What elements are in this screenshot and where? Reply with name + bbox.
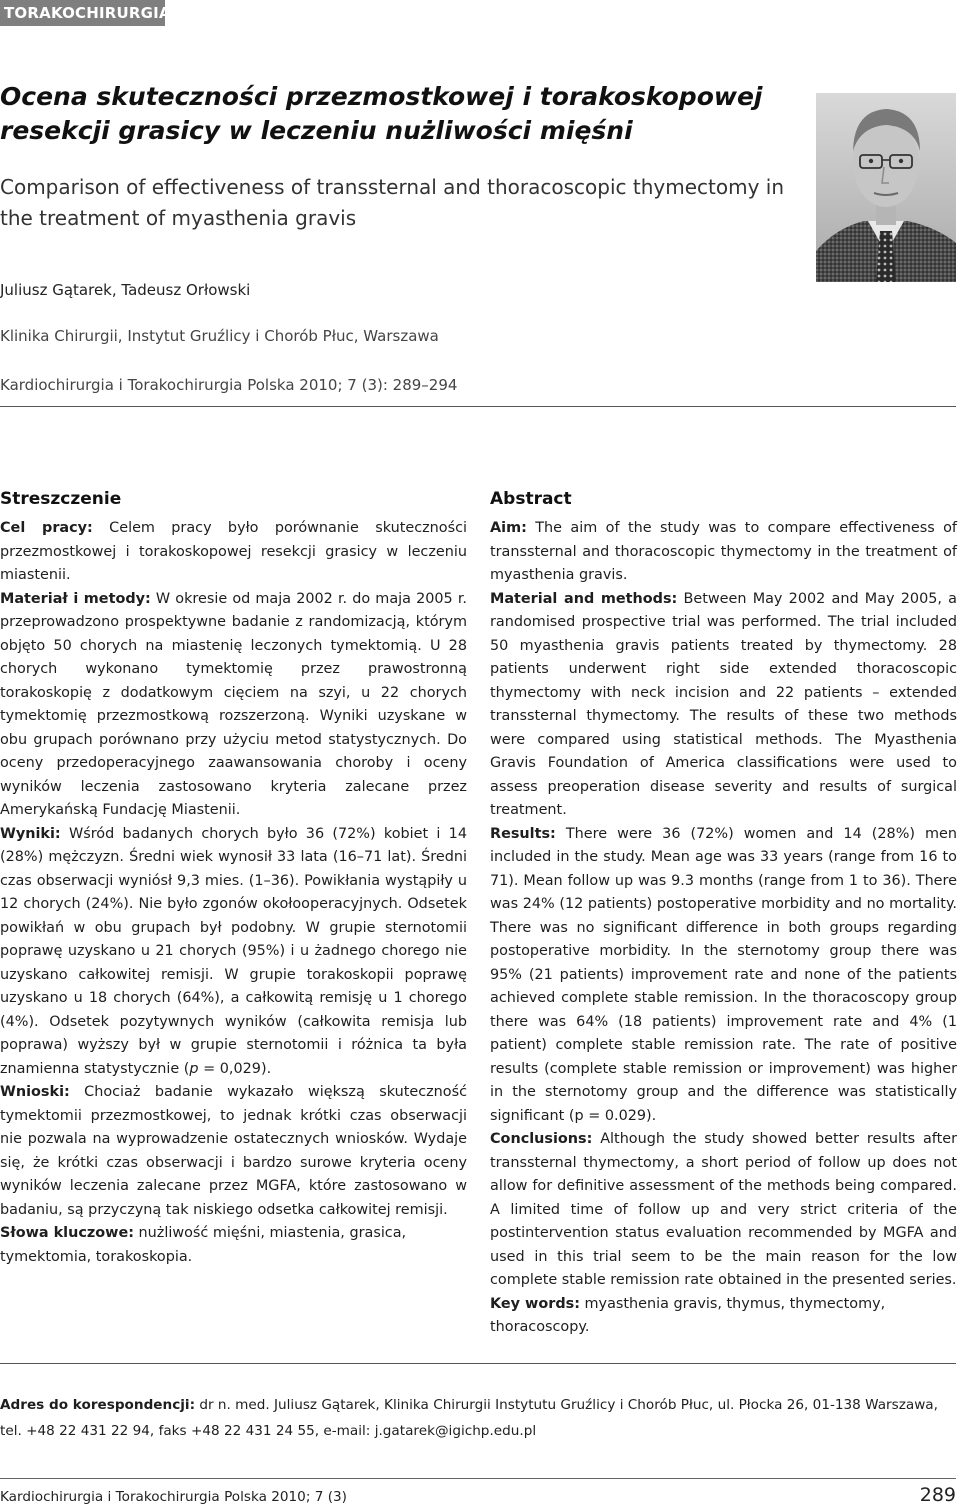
conclusions-paragraph bbox=[490, 1128, 957, 1293]
correspondence-line-1 bbox=[0, 1392, 956, 1418]
aim-text: The aim of the study was to compare effectiveness of transsternal and thoracoscopic thymectomy in the treatment of myasthenia gravis. bbox=[490, 520, 957, 583]
slowa-kluczowe-label: Słowa kluczowe: bbox=[0, 1225, 134, 1241]
wyniki-paragraph bbox=[0, 823, 467, 1082]
slowa-kluczowe-paragraph bbox=[0, 1222, 467, 1269]
aim-paragraph bbox=[490, 517, 957, 588]
streszczenie-heading: Streszczenie bbox=[0, 489, 122, 509]
affiliation: Klinika Chirurgii, Instytut Gruźlicy i Chorób Płuc, Warszawa bbox=[0, 327, 439, 345]
keywords-paragraph bbox=[490, 1293, 957, 1340]
citation: Kardiochirurgia i Torakochirurgia Polska 2010; 7 (3): 289–294 bbox=[0, 376, 458, 394]
wyniki-p-symbol: p bbox=[189, 1060, 199, 1077]
results-paragraph bbox=[490, 823, 957, 1129]
correspondence-line-2: tel. +48 22 431 22 94, faks +48 22 431 24 55, e-mail: j.gatarek@igichp.edu.pl bbox=[0, 1423, 537, 1439]
header-divider bbox=[0, 406, 956, 407]
wyniki-label: Wyniki: bbox=[0, 825, 61, 842]
article-title-english: Comparison of effectiveness of transsternal and thoracoscopic thymectomy in the treatment of myasthenia gravis bbox=[0, 175, 785, 230]
methods-paragraph bbox=[490, 588, 957, 823]
page-number: 289 bbox=[919, 1484, 956, 1506]
correspondence-label: Adres do korespondencji: bbox=[0, 1397, 196, 1413]
methods-label: Material and methods: bbox=[490, 590, 678, 607]
wnioski-label: Wnioski: bbox=[0, 1084, 70, 1100]
wyniki-text-end: = 0,029). bbox=[198, 1060, 272, 1077]
conclusions-label: Conclusions: bbox=[490, 1131, 593, 1147]
wnioski-text: Chociaż badanie wykazało większą skuteczność tymektomii przezmostkowej, to jednak krótki czas obserwacji nie pozwala na wyprowadzenie ostatecznych wniosków. Wydaje się, że krótki czas obserwacji i bardzo surowe kryteria oceny wyników leczenia zalecane przez MGFA, które zastosowano w badaniu, są przyczyną tak niskiego odsetka całkowitej remisji. bbox=[0, 1084, 467, 1218]
metody-text: W okresie od maja 2002 r. do maja 2005 r. przeprowadzono prospektywne badanie z randomizacją, którym objęto 50 chorych na miastenię leczonych tymektomią. U 28 chorych wykonano tymektomię przez prawostronną torakoskopię z dodatkowym cięciem na szyi, u 22 chorych tymektomię przezmostkową rozszerzoną. Wyniki uzyskane w obu grupach porównano przy użyciu metod statystycznych. Do oceny przedoperacyjnego zaawansowania choroby i oceny wyników leczenia zastosowano kryteria zalecane przez Amerykańską Fundację Miastenii. bbox=[0, 590, 468, 818]
methods-text: Between May 2002 and May 2005, a randomised prospective trial was performed. The trial included 50 myasthenia gravis patients treated by thymectomy. 28 patients underwent right side extended thoracoscopic thymectomy with neck incision and 22 patients – extended transsternal thymectomy. The results of these two methods were compared using statistical methods. The Myasthenia Gravis Foundation of America classifications were used to assess preoperation disease severity and results of surgical treatment. bbox=[490, 590, 957, 818]
streszczenie-column bbox=[0, 488, 467, 1269]
footer-divider bbox=[0, 1478, 956, 1479]
authors: Juliusz Gątarek, Tadeusz Orłowski bbox=[0, 281, 251, 299]
metody-label: Materiał i metody: bbox=[0, 590, 151, 607]
conclusions-text: Although the study showed better results after transsternal thymectomy, a short period of follow up does not allow for definitive assessment of the methods being compared. A limited time of follow up and very strict criteria of the postintervention status evaluation recommended by MGFA and used in this trial seem to be the main reason for the low complete stable remission rate obtained in the presented series. bbox=[490, 1131, 957, 1288]
cel-paragraph bbox=[0, 517, 467, 588]
correspondence-divider bbox=[0, 1363, 956, 1364]
slowa-kluczowe-text: nużliwość mięśni, miastenia, grasica, tymektomia, torakoskopia. bbox=[0, 1225, 407, 1265]
article-title-polish: Ocena skuteczności przezmostkowej i torakoskopowej resekcji grasicy w leczeniu nużliwości mięśni bbox=[0, 82, 763, 145]
aim-label: Aim: bbox=[490, 520, 527, 536]
section-tag: TORAKOCHIRURGIA bbox=[0, 0, 165, 26]
wyniki-text: Wśród badanych chorych było 36 (72%) kobiet i 14 (28%) mężczyzn. Średni wiek wynosił 33 lata (16–71 lat). Średni czas obserwacji wyniósł 9,3 mies. (1–36). Powikłania wystąpiły u 12 chorych (24%). Nie było zgonów okołooperacyjnych. Odsetek powikłań w obu grupach był podobny. W grupie sternotomii poprawę uzyskano u 21 chorych (95%) i u żadnego chorego nie uzyskano całkowitej remisji. W grupie torakoskopii poprawę uzyskano u 18 chorych (64%), a całkowitą remisję u 1 chorego (4%). Odsetek pozytywnych wyników (całkowita remisja lub poprawa) wyższy był w grupie sternotomii i różnica ta była znamienna statystycznie ( bbox=[0, 825, 467, 1077]
correspondence-text: dr n. med. Juliusz Gątarek, Klinika Chirurgii Instytutu Gruźlicy i Chorób Płuc, ul. Płocka 26, 01-138 Warszawa, bbox=[199, 1397, 938, 1413]
keywords-label: Key words: bbox=[490, 1295, 580, 1312]
keywords-text: myasthenia gravis, thymus, thymectomy, thoracoscopy. bbox=[490, 1295, 886, 1335]
metody-paragraph bbox=[0, 588, 467, 823]
author-portrait-photo bbox=[816, 93, 956, 282]
results-text: There were 36 (72%) women and 14 (28%) men included in the study. Mean age was 33 years (range from 16 to 71). Mean follow up was 9.3 months (range from 1 to 36). There was 24% (12 patients) postoperative morbidity and no mortality. There was no significant difference in both groups regarding postoperative morbidity. In the sternotomy group there was 95% (21 patients) improvement rate and none of the patients achieved complete stable remission. In the thoracoscopy group there was 64% (18 patients) improvement rate and 4% (1 patient) complete stable remission rate. The rate of positive results (complete stable remission or improvement) was higher in the sternotomy group and the difference was statistically significant (p = 0.029). bbox=[490, 825, 957, 1124]
results-label: Results: bbox=[490, 825, 556, 842]
abstract-heading: Abstract bbox=[490, 489, 572, 509]
cel-text: Celem pracy było porównanie skuteczności przezmostkowej i torakoskopowej resekcji grasicy w leczeniu miastenii. bbox=[0, 520, 467, 583]
wnioski-paragraph bbox=[0, 1081, 467, 1222]
cel-label: Cel pracy: bbox=[0, 520, 93, 536]
footer-journal: Kardiochirurgia i Torakochirurgia Polska 2010; 7 (3) bbox=[0, 1489, 347, 1505]
abstract-column bbox=[490, 488, 957, 1340]
correspondence-block bbox=[0, 1392, 956, 1444]
